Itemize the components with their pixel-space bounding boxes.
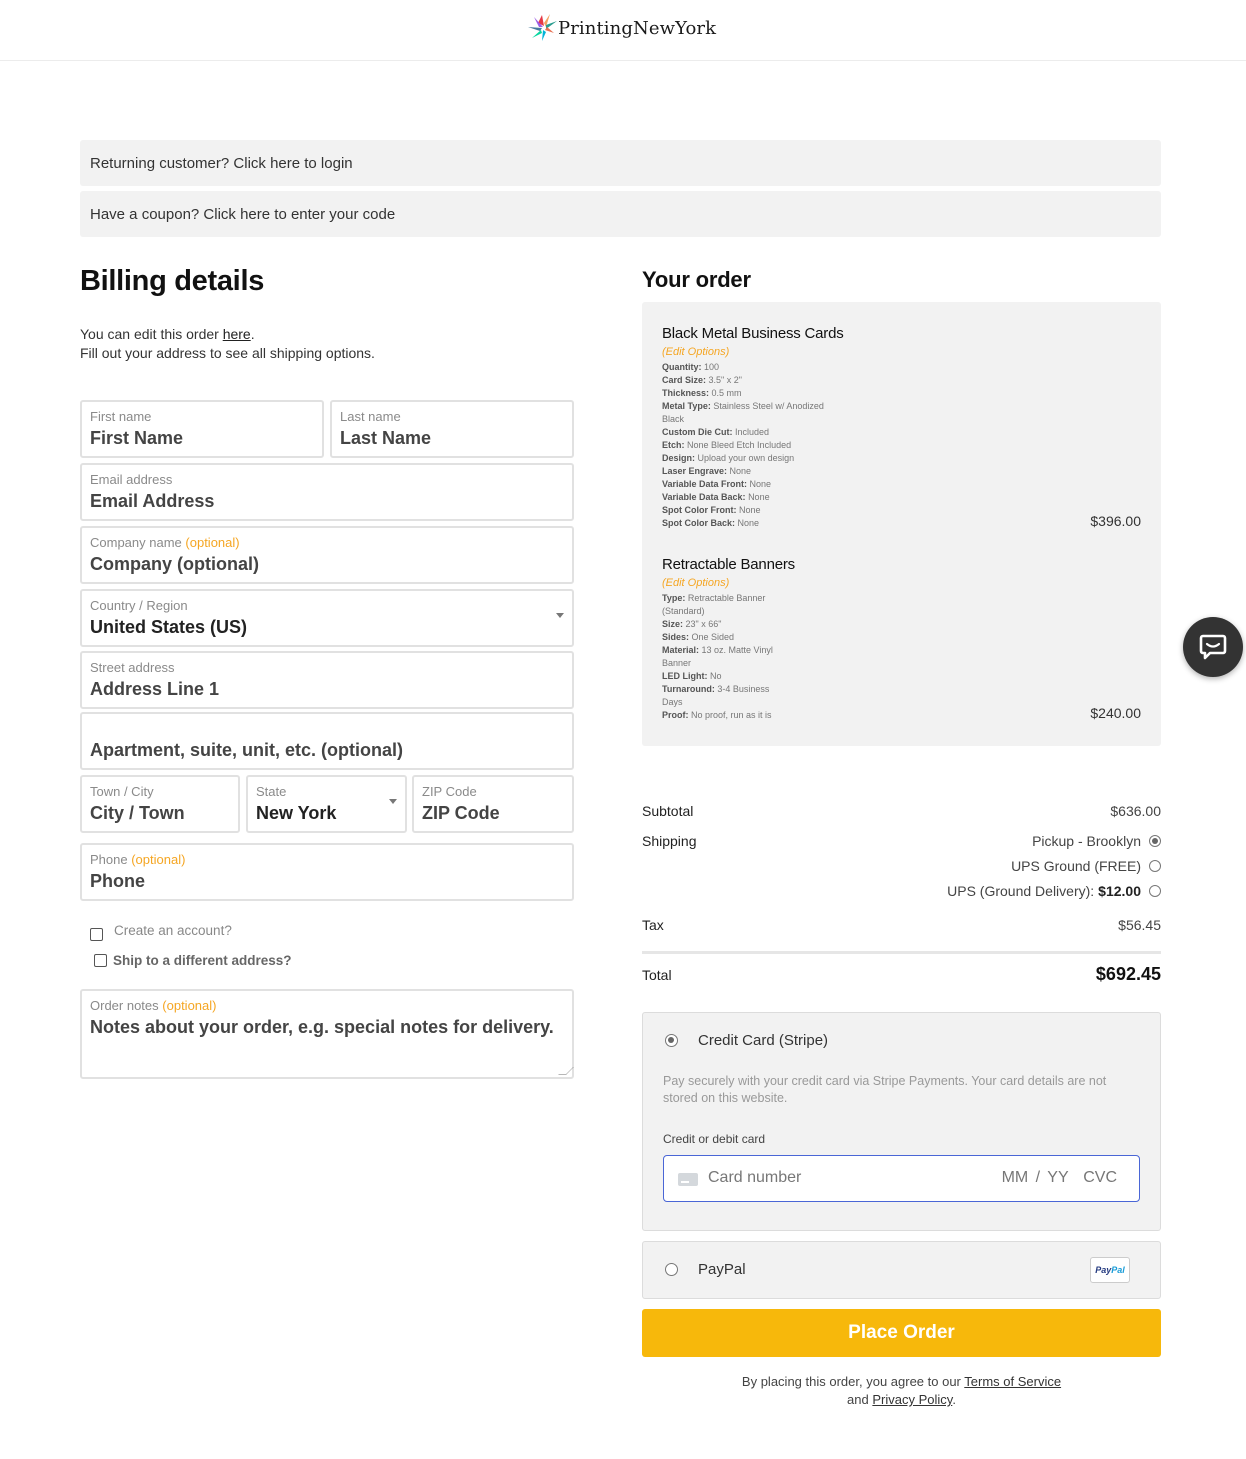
radio-icon[interactable] xyxy=(1149,860,1161,872)
item-name: Retractable Banners xyxy=(662,556,795,573)
privacy-link[interactable]: Privacy Policy xyxy=(872,1392,953,1407)
paypal-logo-icon xyxy=(1090,1257,1130,1283)
brand-logo[interactable] xyxy=(524,10,716,46)
item-price: $240.00 xyxy=(1090,705,1141,721)
paypal-badge-pal: Pal xyxy=(1111,1265,1125,1275)
zip-input[interactable]: ZIP Code xyxy=(422,803,500,823)
stripe-description: Pay securely with your credit card via Stripe Payments. Your card details are not stored on this website. xyxy=(663,1074,1107,1105)
edit-order-link[interactable]: here xyxy=(222,326,251,342)
card-input[interactable] xyxy=(663,1155,1140,1202)
ship-different-checkbox[interactable] xyxy=(94,954,107,967)
last-name-input[interactable]: Last Name xyxy=(340,428,432,448)
order-notes-label xyxy=(90,998,564,1013)
order-notes-label-text: Order notes xyxy=(90,998,159,1013)
zip-field[interactable] xyxy=(412,775,574,833)
shipping-option-ups-ground[interactable] xyxy=(1011,858,1161,874)
item-specs xyxy=(662,592,782,722)
brand-name: PrintingNewYork xyxy=(558,17,717,39)
coupon-notice[interactable]: Have a coupon? Click here to enter your code xyxy=(80,191,1161,237)
optional-tag: (optional) xyxy=(185,535,240,550)
shipping-option-ups-delivery[interactable] xyxy=(947,883,1161,899)
shipping-option-label: Pickup - Brooklyn xyxy=(1032,833,1141,849)
resize-handle-icon[interactable] xyxy=(558,1067,574,1075)
company-label-text: Company name xyxy=(90,535,182,550)
phone-label xyxy=(90,852,564,867)
terms-suffix: . xyxy=(952,1392,956,1407)
billing-intro-suffix: . xyxy=(250,326,255,342)
site-header xyxy=(0,0,1246,61)
spec-row: Card Size: 3.5" x 2" xyxy=(662,375,742,385)
item-name: Black Metal Business Cards xyxy=(662,325,844,342)
create-account-label[interactable]: Create an account? xyxy=(114,923,232,938)
tax-label: Tax xyxy=(642,917,664,933)
first-name-field[interactable] xyxy=(80,400,324,458)
spec-row: Size: 23" x 66" xyxy=(662,619,722,629)
radio-selected-icon[interactable] xyxy=(665,1034,678,1047)
shipping-label: Shipping xyxy=(642,833,697,849)
street-field[interactable] xyxy=(80,651,574,709)
spec-row: Spot Color Back: None xyxy=(662,518,760,528)
spec-row: Type: Retractable Banner (Standard) xyxy=(662,593,766,616)
city-input[interactable]: City / Town xyxy=(90,803,185,823)
spec-row: Laser Engrave: None xyxy=(662,466,752,476)
create-account-checkbox[interactable] xyxy=(90,928,103,941)
phone-label-text: Phone xyxy=(90,852,128,867)
stripe-title[interactable]: Credit Card (Stripe) xyxy=(698,1032,829,1049)
order-item xyxy=(662,556,795,722)
company-label xyxy=(90,535,564,550)
spec-row: Spot Color Front: None xyxy=(662,505,761,515)
billing-intro-line2: Fill out your address to see all shipping options. xyxy=(80,345,375,361)
spec-row: Variable Data Back: None xyxy=(662,492,770,502)
edit-options-link[interactable]: (Edit Options) xyxy=(662,346,730,358)
card-expiry-cvc[interactable] xyxy=(1002,1169,1117,1187)
last-name-field[interactable] xyxy=(330,400,574,458)
card-expiry-input[interactable]: MM / YY xyxy=(1001,1169,1069,1186)
card-label: Credit or debit card xyxy=(663,1132,766,1146)
phone-field[interactable] xyxy=(80,843,574,901)
optional-tag: (optional) xyxy=(162,998,217,1013)
billing-intro xyxy=(80,325,375,363)
spec-row: Quantity: 100 xyxy=(662,362,720,372)
item-price: $396.00 xyxy=(1090,513,1141,529)
spec-row: Turnaround: 3-4 Business Days xyxy=(662,684,770,707)
spec-row: Metal Type: Stainless Steel w/ Anodized Black xyxy=(662,401,824,424)
item-specs xyxy=(662,361,834,530)
street2-input[interactable]: Apartment, suite, unit, etc. (optional) xyxy=(90,740,404,760)
order-title: Your order xyxy=(642,267,751,292)
paypal-badge-pay: Pay xyxy=(1095,1265,1112,1275)
shipping-option-label: UPS (Ground Delivery): xyxy=(947,883,1095,899)
stripe-payment-option[interactable] xyxy=(642,1012,1161,1231)
shipping-option-label: UPS Ground (FREE) xyxy=(1011,858,1141,874)
card-cvc-input[interactable]: CVC xyxy=(1083,1169,1117,1186)
spec-row: Etch: None Bleed Etch Included xyxy=(662,440,792,450)
total-value: $692.45 xyxy=(1095,964,1161,984)
country-label: Country / Region xyxy=(90,598,188,613)
phone-input[interactable]: Phone xyxy=(90,871,146,891)
company-input[interactable]: Company (optional) xyxy=(90,554,259,574)
terms-and: and xyxy=(847,1392,873,1407)
chevron-down-icon[interactable] xyxy=(556,613,564,618)
spec-row: Variable Data Front: None xyxy=(662,479,772,489)
billing-intro-text: You can edit this order xyxy=(80,326,223,342)
state-select[interactable] xyxy=(246,775,407,833)
state-label: State xyxy=(256,784,287,799)
chat-bubble-icon xyxy=(1199,633,1227,661)
city-label: Town / City xyxy=(90,784,154,799)
spec-row: Design: Upload your own design xyxy=(662,453,795,463)
country-select[interactable] xyxy=(80,589,574,647)
card-number-input[interactable]: Card number xyxy=(708,1169,802,1186)
ship-different-label[interactable]: Ship to a different address? xyxy=(113,953,292,968)
company-field[interactable] xyxy=(80,526,574,584)
city-field[interactable] xyxy=(80,775,240,833)
subtotal-value: $636.00 xyxy=(1110,803,1161,819)
spec-row: Thickness: 0.5 mm xyxy=(662,388,742,398)
last-name-label: Last name xyxy=(340,409,401,424)
radio-icon[interactable] xyxy=(1149,885,1161,897)
returning-customer-notice[interactable]: Returning customer? Click here to login xyxy=(80,140,1161,186)
edit-options-link[interactable]: (Edit Options) xyxy=(662,577,730,589)
country-value[interactable]: United States (US) xyxy=(90,617,248,637)
state-value[interactable]: New York xyxy=(256,803,337,823)
spec-row: LED Light: No xyxy=(662,671,722,681)
total-label: Total xyxy=(642,967,672,983)
tax-value: $56.45 xyxy=(1118,917,1161,933)
shipping-option-price: $12.00 xyxy=(1098,883,1141,899)
email-input[interactable]: Email Address xyxy=(90,491,215,511)
billing-title: Billing details xyxy=(80,265,265,297)
terms-text: By placing this order, you agree to our xyxy=(741,1374,965,1389)
subtotal-label: Subtotal xyxy=(642,803,694,819)
chat-button[interactable] xyxy=(1183,617,1243,677)
place-order-button[interactable]: Place Order xyxy=(642,1309,1161,1357)
spec-row: Proof: No proof, run as it is xyxy=(662,710,772,720)
optional-tag: (optional) xyxy=(131,852,186,867)
order-notes-field[interactable] xyxy=(80,989,574,1079)
email-field[interactable] xyxy=(80,463,574,521)
logo-starburst-icon xyxy=(524,11,560,45)
credit-card-icon xyxy=(678,1173,698,1186)
create-account-row[interactable] xyxy=(90,920,232,941)
ship-different-row[interactable] xyxy=(90,953,292,968)
radio-icon[interactable] xyxy=(665,1263,678,1276)
shipping-option-pickup[interactable] xyxy=(1032,833,1161,849)
chevron-down-icon[interactable] xyxy=(389,799,397,804)
radio-selected-icon[interactable] xyxy=(1149,835,1161,847)
divider xyxy=(642,951,1161,954)
spec-row: Material: 13 oz. Matte Vinyl Banner xyxy=(662,645,773,668)
street-input[interactable]: Address Line 1 xyxy=(90,679,220,699)
paypal-payment-option[interactable] xyxy=(642,1241,1161,1299)
first-name-input[interactable]: First Name xyxy=(90,428,184,448)
shipping-row xyxy=(642,833,1161,903)
spec-row: Sides: One Sided xyxy=(662,632,735,642)
first-name-label: First name xyxy=(90,409,152,424)
terms-notice xyxy=(642,1373,1161,1409)
terms-link[interactable]: Terms of Service xyxy=(964,1374,1062,1389)
paypal-title[interactable]: PayPal xyxy=(698,1261,746,1278)
spec-row: Custom Die Cut: Included xyxy=(662,427,770,437)
order-item xyxy=(662,325,844,530)
street-label: Street address xyxy=(90,660,175,675)
zip-label: ZIP Code xyxy=(422,784,477,799)
email-label: Email address xyxy=(90,472,173,487)
street2-field[interactable] xyxy=(80,712,574,770)
order-summary xyxy=(642,302,1161,746)
order-notes-input[interactable]: Notes about your order, e.g. special notes for delivery. xyxy=(90,1017,554,1037)
